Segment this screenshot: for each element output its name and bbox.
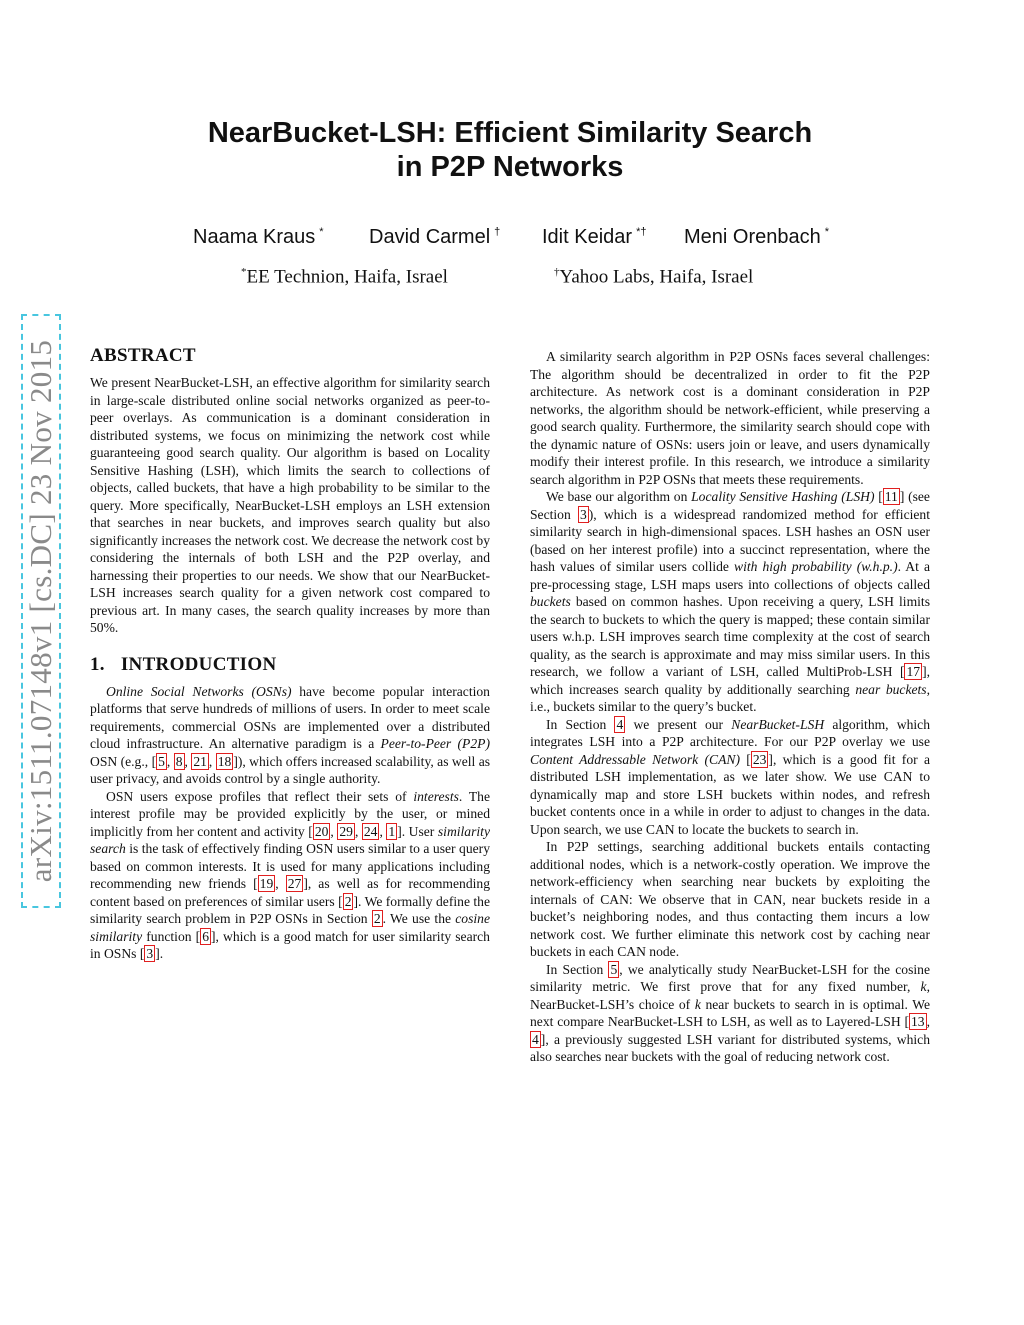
citation-link[interactable]: 13 [911,1014,925,1029]
affiliation-text: Yahoo Labs, Haifa, Israel [559,266,754,288]
citation-link[interactable]: 24 [363,823,378,839]
section-title: INTRODUCTION [120,653,277,675]
term-lsh: Locality Sensitive Hashing (LSH) [691,489,875,504]
affiliation-text: EE Technion, Haifa, Israel [246,266,448,288]
text-run: . The interest profile may be provided explicitly by the user, or mined implicitly from her content and activity [90,788,490,839]
abstract-heading: ABSTRACT [90,345,196,366]
text-run: (see Section [530,489,930,522]
text-run: , a previously suggested LSH variant for distributed systems, which also searches near buckets with the goal of reducing network cost. [530,1031,930,1064]
citation-link[interactable]: 20 [314,823,329,839]
math-k: k [694,996,701,1012]
intro-paragraph-4: We base our algorithm on Locality Sensitive Hashing (LSH) [ 11 ] (see Section 3 ), which is a widespread randomized method for efficient similarity search in high-dimensional spaces. LSH hashes an OSN user (based on her interest profile) into a succinct representation, where the hash values of similar users collide with high probability (w.h.p.). At a pre-processing stage, LSH maps users into collections of objects called buckets based on common hashes. Upon receiving a query, LSH limits the search to buckets to which the query is mapped; these contain similar users w.h.p. LSH improves search time complexity at the cost of search quality, as the search is approximate and may miss similar users. In this research, we follow a variant of LSH, called MultiProb-LSH [ 17 ], which increases search quality by additionally searching near buckets, i.e., buckets similar to the query’s bucket. [530,489,930,714]
author-list [0,226,1024,254]
citation-link[interactable]: 18 [217,753,232,769]
text-run: , we analytically study NearBucket-LSH for the cosine similarity metric. We first prove that for any fixed number, [530,961,930,994]
affiliation-mark: * [241,266,247,278]
arxiv-id-text: arXiv:1511.07148v1 [cs.DC] 23 Nov 2015 [23,339,58,883]
citation-link[interactable]: 11 [884,489,898,504]
text-run: OSN users expose profiles that reflect their sets of [106,788,414,804]
citation-link[interactable]: 2 [344,893,352,909]
citation-link[interactable]: 1 [388,823,396,839]
intro-paragraph-6: In P2P settings, searching additional buckets entails contacting additional nodes, which is a network-costly operation. We improve the network-efficiency when searching near buckets by exploiting the internals of CAN: We observe that in CAN, near buckets reside in a bucket’s neighboring nodes, and thus contacting them incurs a low network cost. We further eliminate this network cost by caching near buckets in each CAN node. [530,839,930,959]
citation-link[interactable]: 29 [339,823,353,839]
citation-link[interactable]: 23 [752,751,767,767]
text-run: algorithm, which integrates LSH into a P2P architecture. For our P2P overlay we use [530,716,930,749]
section-number: 1. [90,653,105,675]
term-buckets: buckets [530,594,571,609]
author-kraus [193,226,324,249]
text-run: . User [401,823,438,839]
text-run: ), which offers increased scalability, as well as user privacy, and avoids control by a single authority. [90,753,491,786]
text-run: OSN (e.g., [90,753,152,769]
intro-paragraph-5: In Section 4 we present our NearBucket-LSH algorithm, which integrates LSH into a P2P architecture. For our P2P overlay we use Content Addressable Network (CAN) [ 23 ], which is a good fit for a distributed LSH implementation, as we later show. We use CAN to dynamically map and store LSH buckets within nodes, and refresh bucket contents once in a while in order to adjust to changes in the data. Upon search, we use CAN to locate the buckets to search in. [530,716,930,837]
author-name: Idit Keidar [542,226,633,248]
text-run: . [159,946,164,961]
author-mark: * [824,226,830,239]
text-run: ), which is a widespread randomized method for efficient similarity search in high-dimensional spaces. LSH hashes an OSN user (based on her interest profile) into a succinct representation, where the hash values of similar users collide [530,506,930,574]
affiliation-mark: † [554,266,560,278]
citation-link[interactable]: 6 [202,928,209,944]
citation-link[interactable]: 8 [175,753,183,769]
text-run: , NearBucket-LSH’s choice of [530,979,930,1012]
intro-paragraph-3: A similarity search algorithm in P2P OSNs faces several challenges: The algorithm should be decentralized in order to fit the P2P architecture. As network cost is a dominant consideration in P2P networks, the algorithm should be network-efficient, while preserving a good search quality. Furthermore, the similarity search should cope with the dynamic nature of OSNs: users join or leave, and users dynamically modify their interest profile. In this research, we introduce a similarity search algorithm in P2P OSNs that meets these requirements. [530,349,930,487]
text-run: is the task of effectively finding OSN users similar to a user query based on common interests. It is used for many applications including recommending new friends [90,841,490,891]
title-line-2: in P2P Networks [396,151,624,183]
math-k: k [920,979,927,994]
affiliation-technion [241,266,448,288]
term-osn: Online Social Networks (OSNs) [106,683,292,699]
text-run: In Section [546,716,615,732]
author-mark: * [319,226,324,239]
citation-link[interactable]: 17 [906,664,921,679]
affiliation-yahoo [554,266,753,288]
text-run: , i.e., buckets similar to the query’s bucket. [530,681,930,714]
text-run: function [142,928,196,944]
term-near-buckets: near buckets [855,681,927,697]
author-name: Meni Orenbach [684,226,821,248]
section-link[interactable]: 4 [616,716,624,732]
text-run: have become popular interaction platforms that serve hundreds of millions of users. In order to meet scale requirements, commercial OSNs are implemented over a distributed cloud infrastructure. An alternative paradigm is a [90,683,490,751]
author-carmel [369,226,500,249]
text-run: . We formally define the similarity search problem in P2P OSNs in Section [90,893,491,926]
term-p2p: Peer-to-Peer (P2P) [380,736,490,751]
right-column [530,348,930,1066]
text-run: , which is a good fit for a distributed LSH implementation, as we later show. We use CAN to dynamically map and store LSH buckets within nodes, and refresh bucket contents once in a while in order to adjust to changes in the data. Upon search, we use CAN to locate the buckets to search in. [530,751,930,837]
citation-link[interactable]: 4 [532,1031,539,1047]
author-name: David Carmel [369,226,491,248]
section-link[interactable]: 2 [373,911,381,926]
author-mark: *† [636,226,647,239]
term-cosine-similarity: cosine similarity [90,911,490,944]
text-run: , which increases search quality by additionally searching [530,664,930,697]
term-interests: interests [413,788,459,804]
text-run: near buckets to search in is optimal. We next compare NearBucket-LSH to LSH, as well as to Layered-LSH [530,996,930,1029]
title-line-1: NearBucket-LSH: Efficient Similarity Search [207,117,813,149]
section-link[interactable]: 3 [579,506,587,522]
text-run: . We use the [382,911,456,926]
abstract-text: We present NearBucket-LSH, an effective algorithm for similarity search in large-scale distributed online social networks organized as peer-to-peer overlays. As communication is a dominant consideration in distributed systems, we focus on minimizing the network cost while guaranteeing good search quality. Our algorithm is based on Locality Sensitive Hashing (LSH), which limits the search to collections of objects, called buckets, that have a high probability to be similar to the query. More specifically, NearBucket-LSH employs an LSH extension that searches in near buckets, and improves search quality but also significantly increases the network cost. We decrease the network cost by considering the internals of both LSH and the P2P overlay, and harnessing their properties to our needs. We show that our NearBucket-LSH increases search quality for a given network cost compared to previous art. In many cases, the search quality increases by more than 50%. [90,375,490,635]
section-link[interactable]: 5 [610,961,618,977]
intro-paragraph-1: Online Social Networks (OSNs) have become popular interaction platforms that serve hundreds of millions of users. In order to meet scale requirements, commercial OSNs are implemented over a distributed cloud infrastructure. An alternative paradigm is a Peer-to-Peer (P2P) OSN (e.g., [ 5 , 8 , 21 , 18 ]), which offers increased scalability, as well as user privacy, and avoids control by a single authority. [90,683,491,786]
term-whp: with high probability (w.h.p.) [734,559,898,574]
term-similarity-search: similarity search [90,823,490,856]
author-orenbach [684,226,829,249]
arxiv-stamp[interactable] [21,314,61,908]
intro-paragraph-7: In Section 5 , we analytically study NearBucket-LSH for the cosine similarity metric. We first prove that for any fixed number, k, NearBucket-LSH’s choice of k near buckets to search in is optimal. We next compare NearBucket-LSH to LSH, as well as to Layered-LSH [ 13 , 4 ], a previously suggested LSH variant for distributed systems, which also searches near buckets with the goal of reducing network cost. [530,961,930,1064]
author-mark: † [494,226,501,239]
citation-link[interactable]: 5 [158,753,165,769]
text-run: , as well as for recommending content based on preferences of similar users [90,876,490,909]
term-can: Content Addressable Network (CAN) [530,751,740,767]
term-nearbucket-lsh: NearBucket-LSH [731,716,825,732]
text-run: We base our algorithm on [546,489,692,504]
citation-link[interactable]: 21 [193,753,207,769]
paper-title [150,116,870,184]
intro-paragraph-2: OSN users expose profiles that reflect their sets of interests. The interest profile may be provided explicitly by the user, or mined implicitly from her content and activity [ 20 , 29 , 24 , 1 ]. User similarity search is the task of effectively finding OSN users similar to a user query based on common interests. It is used for many applications including recommending new friends [ 19 , 27 ], as well as for recommending content based on preferences of similar users [ 2 ]. We formally define the similarity search problem in P2P OSNs in Section 2 . We use the cosine similarity function [ 6 ], which is a good match for user similarity search in OSNs [ 3 ]. [90,788,491,961]
citation-link[interactable]: 19 [259,876,274,891]
text-run: . At a pre-processing stage, LSH maps users into collections of objects called [530,559,930,592]
text-run: we present our [625,716,732,732]
author-name: Naama Kraus [193,226,316,248]
citation-link[interactable]: 3 [146,946,154,961]
text-run: In Section [546,961,609,977]
section-heading-introduction [90,653,490,677]
text-run: , which is a good match for user similarity search in OSNs [90,928,490,961]
citation-link[interactable]: 27 [287,876,302,891]
left-column [90,344,490,963]
author-keidar [542,226,646,249]
text-run: based on common hashes. Upon receiving a query, LSH limits the search to buckets to which the query is mapped; these contain similar users w.h.p. LSH improves search time complexity at the cost of search quality, as the search is approximate and may miss similar users. In this research, we follow a variant of LSH, called MultiProb-LSH [530,594,930,679]
